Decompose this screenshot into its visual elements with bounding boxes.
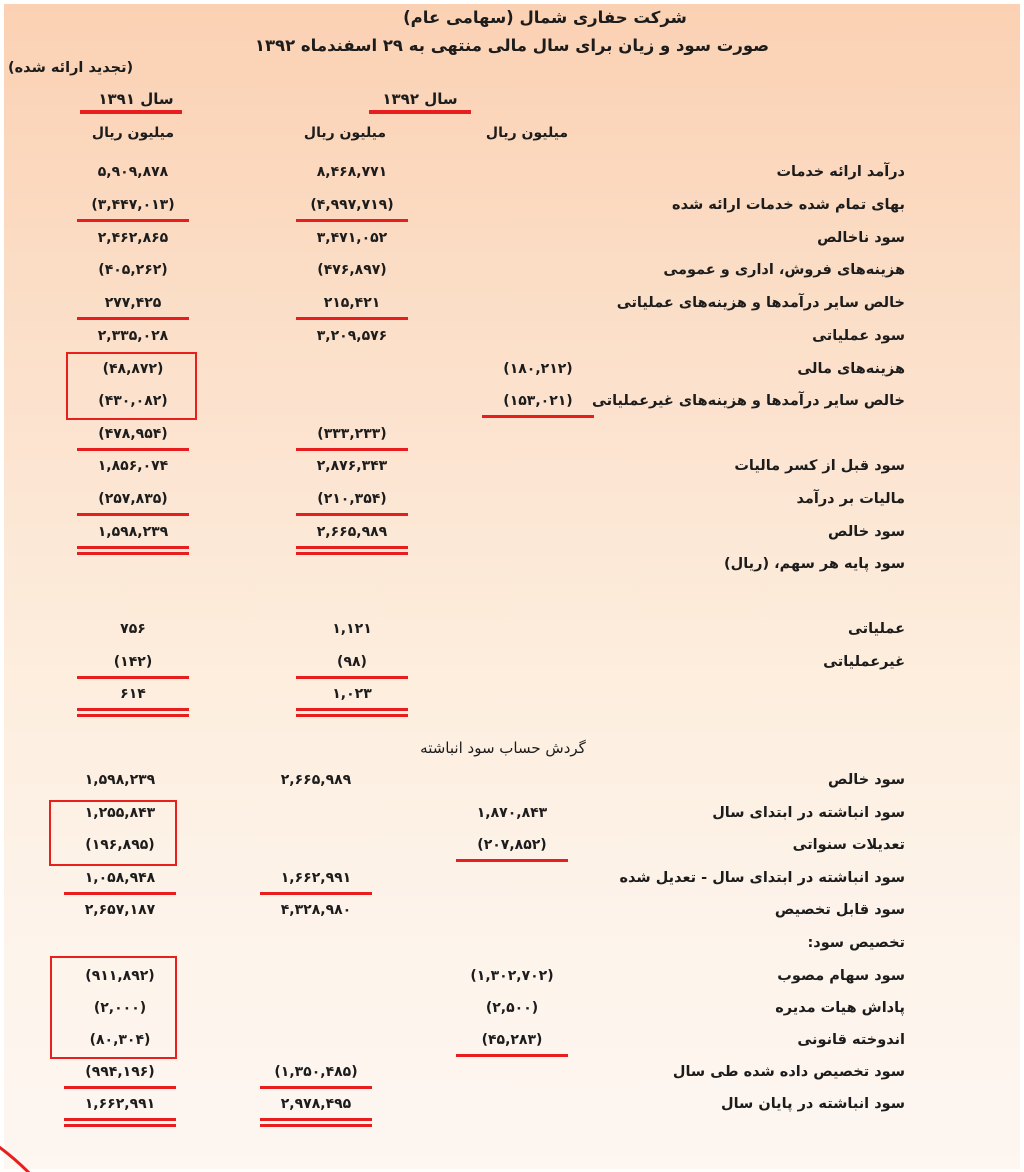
value-1391 — [73, 159, 193, 185]
statement-row — [0, 225, 1024, 251]
value-1391 — [73, 257, 193, 283]
value-1391-value: ۱,۸۵۶,۰۷۴ — [97, 458, 169, 474]
value-1392 — [256, 1091, 376, 1117]
row-label: تخصیص سود: — [807, 935, 905, 951]
red-underline-year-1391 — [80, 110, 182, 114]
value-1392 — [292, 225, 412, 251]
value-1391 — [73, 290, 193, 316]
value-1392-value: ۴,۳۲۸,۹۸۰ — [280, 902, 352, 918]
row-label: مالیات بر درآمد — [796, 491, 905, 507]
value-1392-inner-value: (۱۵۳,۰۲۱) — [503, 393, 573, 409]
value-1392-inner — [452, 800, 572, 826]
statement-row — [0, 930, 1024, 956]
statement-row — [0, 257, 1024, 283]
value-1392-inner-value: ۱,۸۷۰,۸۴۳ — [476, 805, 548, 821]
value-1391-value: ۲,۳۳۵,۰۲۸ — [97, 328, 169, 344]
row-label: سود انباشته در پایان سال — [721, 1096, 905, 1112]
row-label: سود سهام مصوب — [777, 968, 905, 984]
value-1391-value: (۲,۰۰۰) — [93, 1000, 147, 1016]
statement-row — [0, 865, 1024, 891]
value-1391 — [73, 649, 193, 675]
statement-row — [0, 290, 1024, 316]
value-1392-inner-value: (۲,۵۰۰) — [485, 1000, 539, 1016]
value-1391-value: ۱,۰۵۸,۹۴۸ — [84, 870, 156, 886]
value-1392-value: (۴,۹۹۷,۷۱۹) — [310, 197, 394, 213]
value-1391 — [60, 1059, 180, 1085]
statement-row — [0, 453, 1024, 479]
statement-row — [0, 616, 1024, 642]
row-label: هزینه‌های مالی — [797, 361, 905, 377]
value-1392-value: ۲,۹۷۸,۴۹۵ — [280, 1096, 352, 1112]
row-label: سود تخصیص داده شده طی سال — [672, 1064, 905, 1080]
value-1391 — [73, 453, 193, 479]
value-1392 — [292, 681, 412, 707]
value-1392-value: ۲,۶۶۵,۹۸۹ — [280, 772, 352, 788]
row-label: سود پایه هر سهم، (ریال) — [724, 556, 905, 572]
value-1391-value: ۱,۵۹۸,۲۳۹ — [84, 772, 156, 788]
value-1392-value: ۱,۰۲۳ — [332, 686, 372, 702]
value-1391 — [73, 486, 193, 512]
value-1391-value: (۹۱۱,۸۹۲) — [85, 968, 155, 984]
value-1392 — [256, 897, 376, 923]
value-1391-value: (۴۸,۸۷۲) — [102, 361, 164, 377]
value-1392 — [292, 192, 412, 218]
value-1392 — [292, 323, 412, 349]
row-label: سود انباشته در ابتدای سال — [712, 805, 905, 821]
row-label: خالص سایر درآمدها و هزینه‌های غیرعملیاتی — [591, 393, 905, 409]
value-1392 — [292, 453, 412, 479]
value-1392-value: (۹۸) — [337, 654, 367, 670]
value-1392-inner-value: (۱۸۰,۲۱۲) — [503, 361, 573, 377]
value-1392 — [256, 865, 376, 891]
restated-note: (تجدید ارائه شده) — [8, 60, 134, 76]
value-1392-value: ۱,۶۶۲,۹۹۱ — [280, 870, 352, 886]
row-label: تعدیلات سنواتی — [792, 837, 905, 853]
value-1392-inner-value: (۴۵,۲۸۳) — [481, 1032, 543, 1048]
value-1391 — [73, 323, 193, 349]
row-label: هزینه‌های فروش، اداری و عمومی — [663, 262, 905, 278]
row-label: عملیاتی — [847, 621, 905, 637]
value-1391-value: ۲,۶۵۷,۱۸۷ — [84, 902, 156, 918]
red-underline-year-1392 — [369, 110, 471, 114]
row-label: سود خالص — [828, 524, 905, 540]
value-1392 — [292, 486, 412, 512]
statement-row — [0, 649, 1024, 675]
value-1391-value: (۳,۴۴۷,۰۱۳) — [91, 197, 175, 213]
row-label: سود خالص — [828, 772, 905, 788]
value-1392-value: ۲,۶۶۵,۹۸۹ — [316, 524, 388, 540]
value-1392-value: ۲۱۵,۴۲۱ — [323, 295, 381, 311]
statement-row — [0, 192, 1024, 218]
value-1392-inner-value: (۱,۳۰۲,۷۰۲) — [470, 968, 554, 984]
unit-label-1392: میلیون ریال — [303, 125, 387, 141]
row-label: اندوخته قانونی — [797, 1032, 905, 1048]
unit-label-1392-inner: میلیون ریال — [485, 125, 569, 141]
row-label: سود انباشته در ابتدای سال - تعدیل شده — [619, 870, 905, 886]
highlight-box-financial-expenses-1391 — [66, 352, 197, 420]
row-label: درآمد ارائه خدمات — [776, 164, 905, 180]
value-1392-inner-value: (۲۰۷,۸۵۲) — [477, 837, 547, 853]
value-1391-value: (۴۷۸,۹۵۴) — [98, 426, 168, 442]
unit-label-1391: میلیون ریال — [91, 125, 175, 141]
value-1391 — [60, 1091, 180, 1117]
value-1391 — [73, 225, 193, 251]
value-1392-value: ۲,۸۷۶,۳۴۳ — [316, 458, 388, 474]
row-label: خالص سایر درآمدها و هزینه‌های عملیاتی — [616, 295, 905, 311]
highlight-box-appropriations-1391 — [50, 956, 177, 1059]
value-1392-value: (۱,۳۵۰,۴۸۵) — [274, 1064, 358, 1080]
statement-title: صورت سود و زیان برای سال مالی منتهی به ۲۹ اسفندماه ۱۳۹۲ — [254, 36, 770, 55]
value-1392 — [292, 649, 412, 675]
statement-row — [0, 767, 1024, 793]
statement-row — [0, 159, 1024, 185]
value-1392 — [256, 1059, 376, 1085]
column-header-year-1391: سال ۱۳۹۱ — [98, 90, 174, 108]
statement-row — [0, 323, 1024, 349]
section-heading-row — [0, 735, 1024, 761]
highlight-box-retained-opening-1391 — [49, 800, 177, 866]
value-1392-inner — [478, 356, 598, 382]
value-1391-value: (۴۰۵,۲۶۲) — [98, 262, 168, 278]
value-1391-value: (۱۹۶,۸۹۵) — [85, 837, 155, 853]
value-1391-value: (۹۹۴,۱۹۶) — [85, 1064, 155, 1080]
value-1392-inner — [478, 388, 598, 414]
value-1391-value: ۱,۵۹۸,۲۳۹ — [97, 524, 169, 540]
row-label: پاداش هیات مدیره — [775, 1000, 905, 1016]
row-label: غیرعملیاتی — [823, 654, 905, 670]
value-1392-value: (۲۱۰,۳۵۴) — [317, 491, 387, 507]
statement-row — [0, 897, 1024, 923]
statement-row — [0, 519, 1024, 545]
row-label: سود قابل تخصیص — [774, 902, 905, 918]
company-title: شرکت حفاری شمال (سهامی عام) — [403, 8, 687, 27]
value-1392 — [292, 421, 412, 447]
value-1392-value: (۴۷۶,۸۹۷) — [317, 262, 387, 278]
value-1392-inner — [452, 832, 572, 858]
value-1391-value: (۸۰,۳۰۴) — [89, 1032, 151, 1048]
value-1392-inner — [452, 995, 572, 1021]
value-1391-value: ۲۷۷,۴۲۵ — [104, 295, 162, 311]
statement-row — [0, 1091, 1024, 1117]
value-1391 — [73, 616, 193, 642]
row-label: سود ناخالص — [817, 230, 905, 246]
value-1391-value: ۶۱۴ — [120, 686, 146, 702]
value-1392 — [292, 290, 412, 316]
statement-row — [0, 486, 1024, 512]
value-1392-value: ۱,۱۲۱ — [332, 621, 372, 637]
column-header-year-1392: سال ۱۳۹۲ — [382, 90, 458, 108]
section-heading: گردش حساب سود انباشته — [420, 739, 586, 757]
row-label: بهای تمام شده خدمات ارائه شده — [672, 197, 905, 213]
value-1391 — [73, 681, 193, 707]
value-1392-value: ۳,۴۷۱,۰۵۲ — [316, 230, 388, 246]
value-1391 — [60, 767, 180, 793]
value-1391-value: ۷۵۶ — [120, 621, 146, 637]
value-1392-value: ۳,۲۰۹,۵۷۶ — [316, 328, 388, 344]
value-1391-value: ۲,۴۶۲,۸۶۵ — [97, 230, 169, 246]
value-1391 — [73, 519, 193, 545]
statement-row — [0, 421, 1024, 447]
value-1392-inner — [452, 963, 572, 989]
row-label: سود قبل از کسر مالیات — [734, 458, 905, 474]
value-1391-value: (۱۴۲) — [113, 654, 153, 670]
value-1392-value: ۸,۴۶۸,۷۷۱ — [316, 164, 388, 180]
value-1391-value: ۵,۹۰۹,۸۷۸ — [97, 164, 169, 180]
row-label: سود عملیاتی — [812, 328, 905, 344]
value-1391 — [60, 865, 180, 891]
value-1392-inner — [452, 1027, 572, 1053]
value-1391 — [73, 421, 193, 447]
value-1391-value: ۱,۶۶۲,۹۹۱ — [84, 1096, 156, 1112]
value-1391 — [60, 897, 180, 923]
value-1392 — [292, 519, 412, 545]
value-1391-value: (۲۵۷,۸۳۵) — [98, 491, 168, 507]
value-1391 — [73, 192, 193, 218]
value-1392 — [256, 767, 376, 793]
value-1392-value: (۳۳۳,۲۳۳) — [317, 426, 387, 442]
value-1392 — [292, 257, 412, 283]
statement-row — [0, 681, 1024, 707]
value-1392 — [292, 616, 412, 642]
statement-row — [0, 551, 1024, 577]
value-1391-value: (۴۳۰,۰۸۲) — [98, 393, 168, 409]
statement-row — [0, 1059, 1024, 1085]
value-1392 — [292, 159, 412, 185]
value-1391-value: ۱,۲۵۵,۸۴۳ — [84, 805, 156, 821]
